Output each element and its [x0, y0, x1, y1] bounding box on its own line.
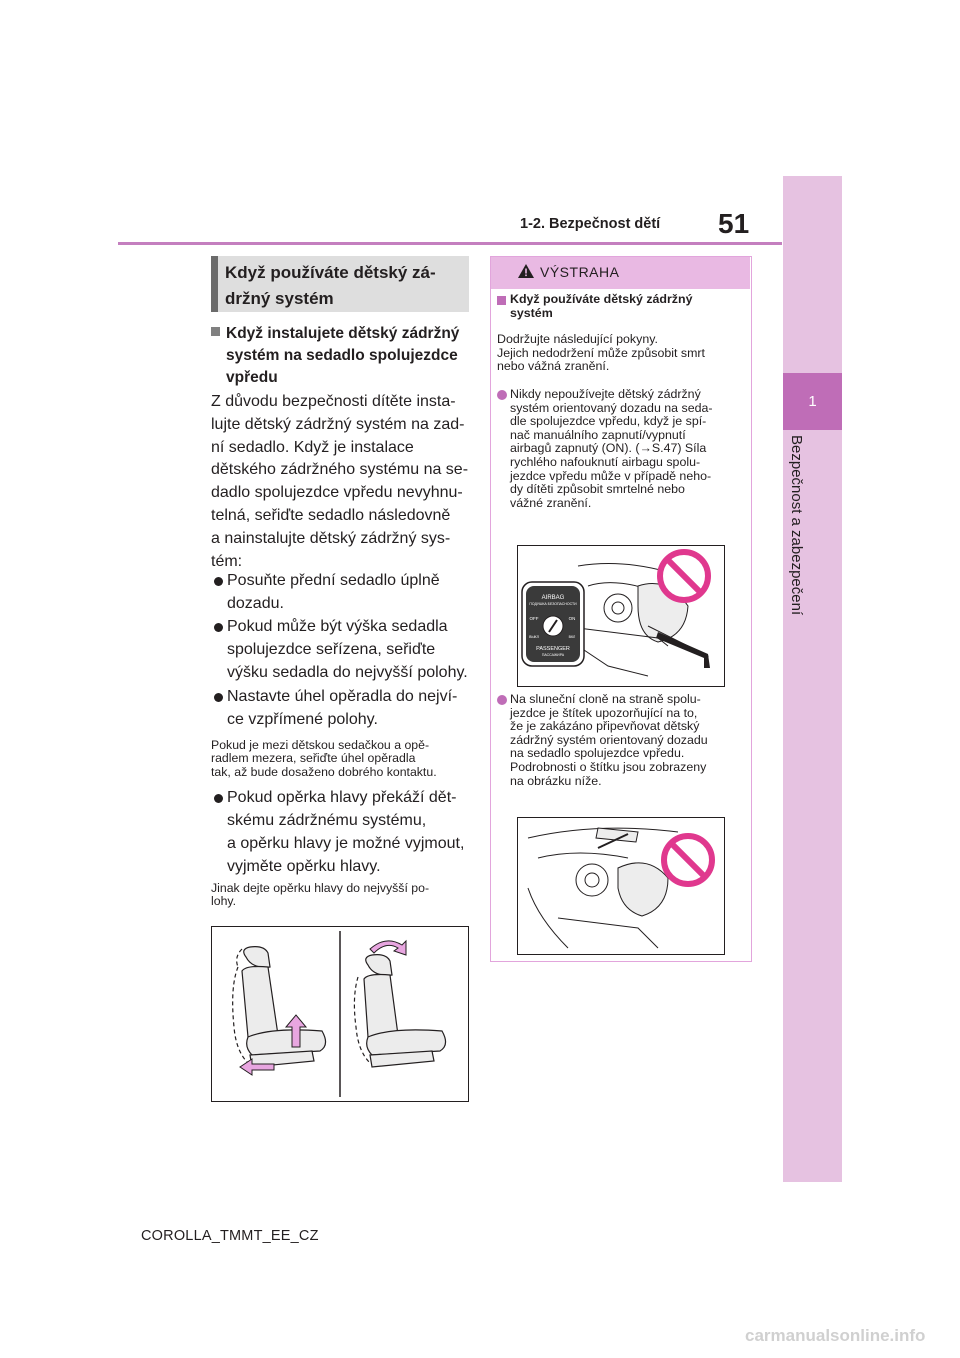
bullet-item: Pokud může být výška sedadla spolujezdce seřízena, seřiďte výšku sedadla do nejvyšší polohy.	[211, 615, 473, 684]
sun-visor-illustration-svg	[518, 818, 724, 954]
seat-adjustment-illustration	[211, 926, 469, 1102]
bullet-dot-icon	[497, 390, 507, 400]
seat-illustration-svg	[212, 927, 468, 1101]
body-paragraph: Z důvodu bezpečnosti dítěte insta- lujte dětský zádržný systém na zad- ní sedadlo. Když je instalace dětského zádržného systému na se- dadlo spolujezdce vpředu nevyhnu- telná, seřiďte sedadlo následovně a nainstalujte dětský zádržný sys- tém:	[211, 393, 469, 570]
bullet-dot-icon	[214, 623, 223, 632]
warning-subheading: Když používáte dětský zádržný systém	[497, 293, 747, 320]
airbag-label-on: ON	[568, 616, 576, 621]
square-bullet-icon	[497, 296, 506, 305]
airbag-switch-illustration	[517, 545, 725, 687]
chapter-number: 1	[783, 373, 842, 430]
airbag-label-passenger: PASSENGER	[536, 646, 570, 652]
airbag-label-passenger-ru: ПАССАЖИРА	[541, 653, 565, 657]
warning-triangle-icon	[517, 263, 535, 279]
airbag-label-off: OFF	[529, 616, 539, 621]
airbag-label-top: AIRBAG	[541, 595, 565, 601]
note-text: Pokud je mezi dětskou sedačkou a opě- radlem mezera, seřiďte úhel opěradla tak, až bude dosaženo dobrého kontaktu.	[211, 738, 437, 779]
square-bullet-icon	[211, 327, 220, 336]
chapter-title: Bezpečnost a zabezpečení	[788, 435, 805, 616]
sun-visor-label-illustration	[517, 817, 725, 955]
section-heading: Když používáte dětský zá- držný systém	[225, 263, 436, 308]
section-title: 1-2. Bezpečnost dětí	[520, 216, 661, 232]
section-heading-bar	[211, 256, 218, 312]
page-number: 51	[718, 208, 750, 239]
bullet-dot-icon	[214, 794, 223, 803]
bullet-item: Pokud opěrka hlavy překáží dět- skému zádržnému systému, a opěrku hlavy je možné vyjmout, vyjměte opěrku hlavy.	[211, 786, 473, 878]
watermark: carmanualsonline.info	[745, 1326, 926, 1345]
bullet-item: Nastavte úhel opěradla do nejví- ce vzpřímené polohy.	[211, 685, 473, 731]
header-rule	[118, 242, 782, 245]
airbag-label-off-ru: ВЫКЛ	[529, 635, 539, 639]
bullet-dot-icon	[214, 577, 223, 586]
airbag-label-top-ru: ПОДУШКА БЕЗОПАСНОСТИ	[529, 602, 577, 606]
document-code: COROLLA_TMMT_EE_CZ	[141, 1228, 319, 1244]
chapter-side-tab	[783, 176, 842, 1182]
note-text: Jinak dejte opěrku hlavy do nejvyšší po- lohy.	[211, 881, 430, 909]
bullet-dot-icon	[214, 693, 223, 702]
warning-item: Na sluneční cloně na straně spolu- jezdce je štítek upozorňující na to, že je zakázáno připevňovat dětský zádržný systém orientovaný dozadu na sedadlo spolujezdce vpředu. Podrobnosti o štítku jsou zobrazeny na obrázku níže.	[497, 693, 747, 788]
warning-intro: Dodržujte následující pokyny. Jejich nedodržení může způsobit smrt nebo vážná zranění.	[497, 332, 705, 374]
subheading: Když instalujete dětský zádržný systém na sedadlo spolujezdce vpředu	[211, 323, 473, 389]
airbag-illustration-svg	[518, 546, 724, 686]
warning-title: VÝSTRAHA	[540, 264, 620, 280]
warning-item: Nikdy nepoužívejte dětský zádržný systém orientovaný dozadu na seda- dle spolujezdce vpředu, když je spí- nač manuálního zapnutí/vypnutí airbagů zapnutý (ON). (→S.47) Síla rychlého nafouknutí airbagu spolu- jezdce vpředu může v případě neho- dy dítěti způsobit smrtelné nebo vážné zranění.	[497, 388, 747, 510]
bullet-item: Posuňte přední sedadlo úplně dozadu.	[211, 569, 473, 615]
airbag-label-on-ru: ВКЛ	[568, 635, 576, 639]
bullet-dot-icon	[497, 695, 507, 705]
